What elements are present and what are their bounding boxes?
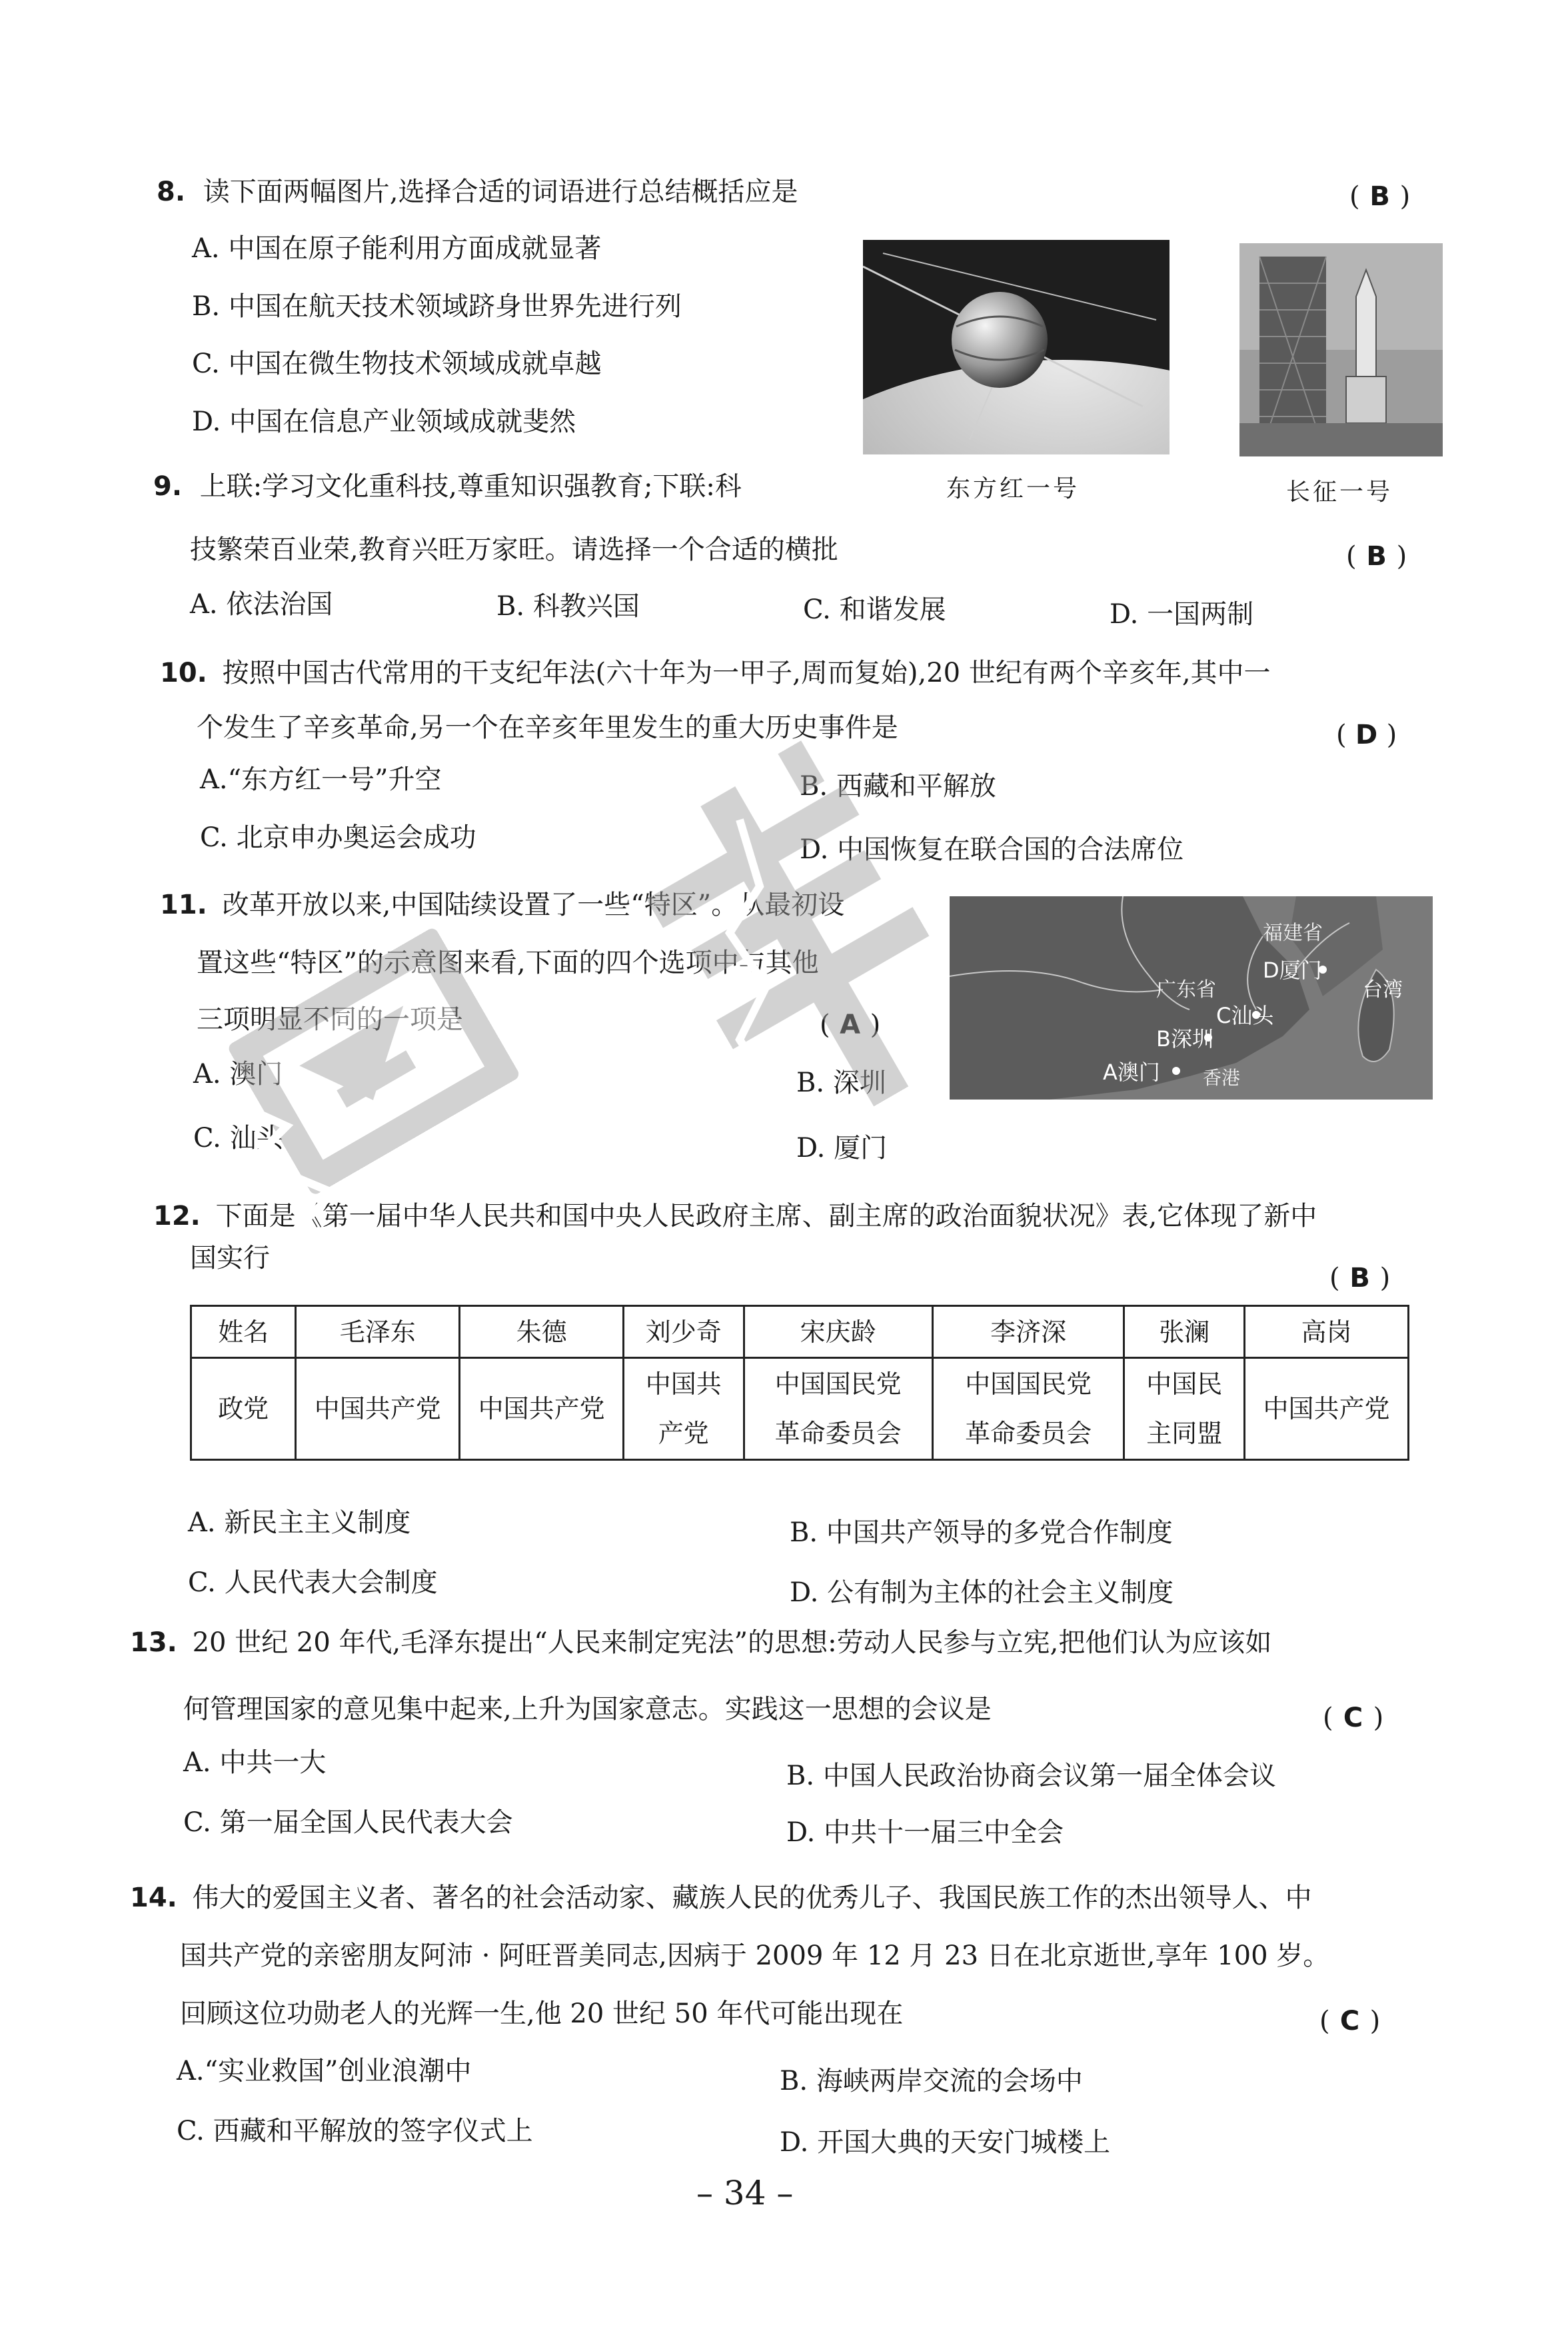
- rocket-photo: [1239, 243, 1443, 456]
- q11-line-1: [160, 885, 844, 925]
- map-label-taiwan: 台湾: [1363, 978, 1403, 1002]
- answer-letter: C: [1343, 1703, 1363, 1733]
- option-c: C. 西藏和平解放的签字仪式上: [177, 2116, 533, 2146]
- option-c: C. 汕头: [193, 1123, 283, 1154]
- cell-text: 中国共产党: [314, 1394, 441, 1423]
- satellite-photo: [863, 240, 1170, 454]
- option-b: B. 西藏和平解放: [800, 771, 996, 802]
- option-c: C. 中国在微生物技术领域成就卓越: [192, 349, 602, 379]
- cell-text: 中国民: [1146, 1369, 1223, 1399]
- table-cell: [1124, 1358, 1245, 1460]
- table-cell: 刘少奇: [623, 1306, 744, 1358]
- q14-line-1: [130, 1878, 1312, 1918]
- option-a: A. 依法治国: [190, 589, 333, 620]
- table-cell: [932, 1358, 1124, 1460]
- satellite-caption: 东方红一号: [946, 475, 1080, 502]
- question-stem: 伟大的爱国主义者、著名的社会活动家、藏族人民的优秀儿子、我国民族工作的杰出领导人、中: [192, 1883, 1312, 1913]
- rocket-illustration: [1239, 243, 1443, 456]
- table-cell: [623, 1358, 744, 1460]
- table-cell: 张澜: [1124, 1306, 1245, 1358]
- map-label-guangdong: 广东省: [1156, 978, 1216, 1002]
- government-table: [190, 1305, 1409, 1461]
- question-number: 8.: [157, 177, 186, 207]
- table-header-party: 政党: [191, 1358, 296, 1460]
- option-b: B. 科教兴国: [496, 591, 640, 622]
- page-number: – 34 –: [696, 2174, 794, 2212]
- table-header-name: 姓名: [191, 1306, 296, 1358]
- option-b: B. 深圳: [796, 1068, 886, 1098]
- answer-bracket: ( D ): [1336, 720, 1397, 750]
- answer-bracket: ( A ): [820, 1010, 881, 1040]
- q13-line-1: [130, 1623, 1271, 1663]
- table-row-names: [191, 1306, 1409, 1358]
- question-stem: 读下面两幅图片,选择合适的词语进行总结概括应是: [203, 177, 798, 207]
- q14-line-2: 国共产党的亲密朋友阿沛 · 阿旺晋美同志,因病于 2009 年 12 月 23 日在北京逝世,享年 100 岁。: [180, 1941, 1330, 1971]
- cell-text: 中国共产党: [478, 1394, 605, 1423]
- question-stem: 20 世纪 20 年代,毛泽东提出“人民来制定宪法”的思想:劳动人民参与立宪,把他们认为应该如: [192, 1627, 1272, 1658]
- option-d: D. 开国大典的天安门城楼上: [780, 2127, 1111, 2158]
- rocket-caption: 长征一号: [1286, 478, 1393, 506]
- table-cell: 毛泽东: [296, 1306, 460, 1358]
- option-a: A. 新民主主义制度: [188, 1507, 411, 1538]
- option-a: A. 中共一大: [183, 1747, 327, 1778]
- question-number: 14.: [130, 1883, 177, 1913]
- map-label-shantou: C汕头: [1216, 1003, 1274, 1028]
- option-c: C. 北京申办奥运会成功: [200, 822, 476, 853]
- map-label-fujian: 福建省: [1263, 922, 1323, 945]
- answer-letter: C: [1339, 2006, 1360, 2036]
- table-cell: [1245, 1358, 1409, 1460]
- option-b: B. 海峡两岸交流的会场中: [780, 2066, 1083, 2096]
- option-b: B. 中国在航天技术领域跻身世界先进行列: [192, 291, 682, 322]
- q10-line-2: 个发生了辛亥革命,另一个在辛亥年里发生的重大历史事件是: [197, 712, 898, 743]
- question-number: 12.: [153, 1201, 201, 1231]
- map-label-hongkong: 香港: [1203, 1067, 1241, 1089]
- question-stem: 按照中国古代常用的干支纪年法(六十年为一甲子,周而复始),20 世纪有两个辛亥年,其中一: [222, 658, 1271, 688]
- map-label-shenzhen: B深圳: [1156, 1026, 1213, 1052]
- q9-line-2: 技繁荣百业荣,教育兴旺万家旺。请选择一个合适的横批: [190, 534, 838, 565]
- answer-bracket: ( B ): [1329, 1263, 1391, 1293]
- q8-stem-line: [157, 172, 798, 212]
- answer-bracket: ( B ): [1346, 541, 1407, 572]
- option-a: A. 澳门: [193, 1059, 283, 1090]
- answer-letter: B: [1369, 181, 1390, 212]
- q12-line-2: 国实行: [190, 1243, 270, 1273]
- q14-line-3: 回顾这位功勋老人的光辉一生,他 20 世纪 50 年代可能出现在: [180, 1998, 904, 2029]
- answer-bracket: ( C ): [1319, 2006, 1381, 2036]
- q9-line-1: [153, 466, 742, 506]
- cell-text: 产党: [658, 1419, 709, 1448]
- cell-text: 中国共产党: [1263, 1394, 1390, 1423]
- answer-letter: B: [1366, 541, 1387, 572]
- option-a: A. 中国在原子能利用方面成就显著: [192, 233, 602, 264]
- option-b: B. 中国共产领导的多党合作制度: [790, 1517, 1173, 1548]
- question-number: 9.: [153, 471, 183, 502]
- map-label-macau: A澳门: [1103, 1060, 1160, 1085]
- question-number: 13.: [130, 1627, 177, 1658]
- option-d: D. 中国恢复在联合国的合法席位: [800, 834, 1184, 865]
- sez-map-drawing: [950, 896, 1433, 1100]
- answer-letter: A: [840, 1010, 861, 1040]
- cell-text: 革命委员会: [965, 1419, 1092, 1448]
- question-number: 11.: [160, 890, 207, 920]
- question-number: 10.: [160, 658, 207, 688]
- option-c: C. 人民代表大会制度: [188, 1567, 438, 1598]
- question-stem: 改革开放以来,中国陆续设置了一些“特区”。从最初设: [222, 890, 845, 920]
- answer-letter: D: [1355, 720, 1378, 750]
- question-stem: 下面是《第一届中华人民共和国中央人民政府主席、副主席的政治面貌状况》表,它体现了新中: [215, 1201, 1317, 1231]
- answer-letter: B: [1349, 1263, 1370, 1293]
- table-cell: [744, 1358, 932, 1460]
- q11-line-2: 置这些“特区”的示意图来看,下面的四个选项中与其他: [197, 948, 819, 978]
- option-d: D. 中国在信息产业领域成就斐然: [192, 406, 576, 437]
- option-c: C. 第一届全国人民代表大会: [183, 1807, 513, 1838]
- option-a: A.“实业救国”创业浪潮中: [177, 2056, 472, 2086]
- q12-line-1: [153, 1196, 1317, 1236]
- option-d: D. 厦门: [796, 1133, 888, 1164]
- answer-bracket: ( B ): [1349, 181, 1411, 212]
- q10-line-1: [160, 653, 1271, 693]
- option-d: D. 一国两制: [1110, 599, 1254, 630]
- cell-text: 中国共: [645, 1369, 722, 1399]
- table-cell: 宋庆龄: [744, 1306, 932, 1358]
- table-cell: 李济深: [932, 1306, 1124, 1358]
- option-a: A.“东方红一号”升空: [200, 764, 442, 795]
- cell-text: 主同盟: [1146, 1419, 1223, 1448]
- answer-bracket: ( C ): [1323, 1703, 1384, 1733]
- option-b: B. 中国人民政治协商会议第一届全体会议: [786, 1761, 1276, 1791]
- question-stem: 上联:学习文化重科技,尊重知识强教育;下联:科: [199, 471, 742, 502]
- table-row-parties: [191, 1358, 1409, 1460]
- cell-text: 中国国民党: [965, 1369, 1092, 1399]
- table-cell: [460, 1358, 624, 1460]
- satellite-illustration: [863, 240, 1170, 454]
- q11-line-3: 三项明显不同的一项是: [197, 1004, 463, 1035]
- table-cell: 高岗: [1245, 1306, 1409, 1358]
- option-c: C. 和谐发展: [803, 594, 946, 625]
- cell-text: 中国国民党: [774, 1369, 902, 1399]
- sez-map: [950, 896, 1433, 1100]
- map-label-xiamen: D厦门: [1263, 958, 1322, 983]
- option-d: D. 中共十一届三中全会: [786, 1817, 1064, 1848]
- table-cell: 朱德: [460, 1306, 624, 1358]
- q13-line-2: 何管理国家的意见集中起来,上升为国家意志。实践这一思想的会议是: [183, 1694, 992, 1725]
- option-d: D. 公有制为主体的社会主义制度: [790, 1577, 1174, 1608]
- cell-text: 革命委员会: [774, 1419, 902, 1448]
- table-cell: [296, 1358, 460, 1460]
